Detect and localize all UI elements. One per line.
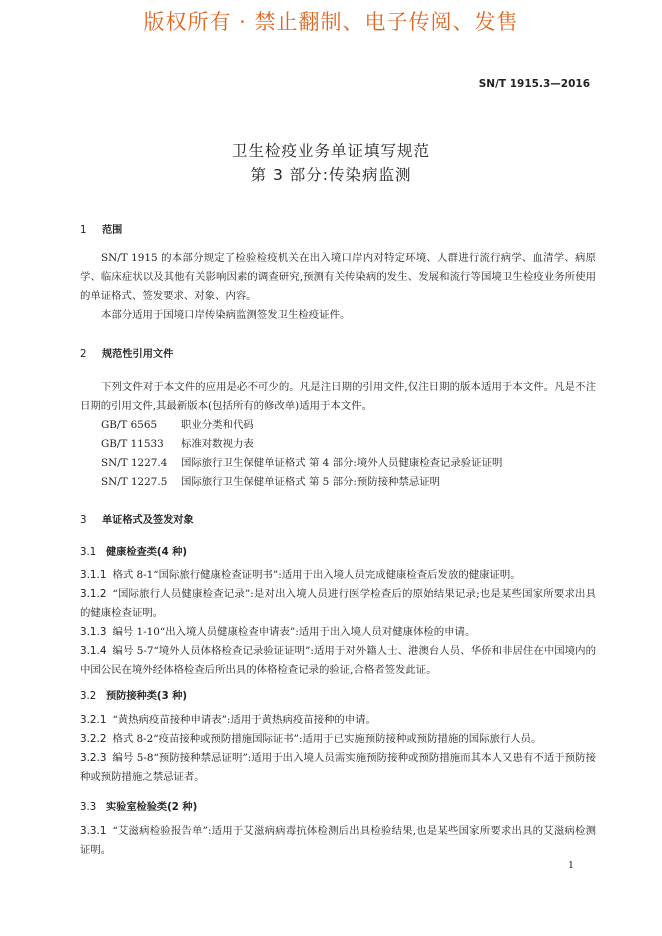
clause: [80, 585, 596, 623]
section-3-heading: [80, 511, 194, 526]
clause-text: “艾滋病检验报告单”:适用于艾滋病病毒抗体检测后出具检验结果,也是某些国家所要求出具的艾滋病检测证明。: [80, 825, 596, 856]
reference-item: [80, 454, 596, 473]
clause: [80, 822, 596, 860]
section-1-heading: [80, 221, 122, 236]
reference-item: [80, 473, 596, 492]
subsection-number: 3.3: [80, 802, 97, 813]
clause-text: 格式 8-2“疫苗接种或预防措施国际证书”:适用于已实施预防接种或预防措施的国际旅行人员。: [112, 733, 542, 745]
subsection-3-2-body: [80, 711, 596, 787]
clause: [80, 730, 596, 749]
section-number: 1: [80, 225, 87, 236]
reference-item: [80, 416, 596, 435]
clause-number: 3.2.1: [80, 714, 107, 726]
subsection-3-2-heading: [80, 687, 187, 702]
subsection-3-3-heading: [80, 798, 197, 813]
section-title: 范围: [102, 225, 123, 236]
clause: [80, 711, 596, 730]
paragraph: 本部分适用于国境口岸传染病监测签发卫生检疫证件。: [101, 309, 351, 321]
clause-number: 3.2.2: [80, 733, 107, 745]
subsection-3-1-heading: [80, 543, 187, 558]
clause-number: 3.1.3: [80, 626, 107, 638]
clause-number: 3.1.1: [80, 569, 107, 581]
subsection-3-3-body: [80, 822, 596, 860]
clause: [80, 566, 596, 585]
reference-title: 职业分类和代码: [181, 419, 254, 431]
clause-number: 3.1.4: [80, 645, 107, 657]
reference-title: 国际旅行卫生保健单证格式 第 5 部分:预防接种禁忌证明: [181, 476, 441, 488]
standard-number: SN/T 1915.3—2016: [478, 78, 590, 90]
section-2-heading: [80, 345, 173, 360]
section-title: 规范性引用文件: [102, 349, 174, 360]
subsection-title: 健康检查类(4 种): [106, 547, 188, 558]
subsection-title: 实验室检验类(2 种): [106, 802, 198, 813]
reference-code: SN/T 1227.4: [101, 457, 168, 469]
reference-code: GB/T 11533: [101, 438, 164, 450]
clause-text: “国际旅行人员健康检查记录”:是对出入境人员进行医学检查后的原始结果记录;也是某些国家所要求出具的健康检查证明。: [80, 588, 596, 619]
document-subtitle: 第 3 部分:传染病监测: [250, 166, 412, 184]
document-title: 卫生检疫业务单证填写规范: [231, 142, 430, 160]
clause-number: 3.3.1: [80, 825, 107, 837]
clause-text: 编号 5-8“预防接种禁忌证明”:适用于出入境人员需实施预防接种或预防措施而其本人又患有不适于预防接种或预防措施之禁忌证者。: [80, 752, 596, 783]
clause-text: 编号 1-10“出入境人员健康检查申请表”:适用于出入境人员对健康体检的申请。: [112, 626, 476, 638]
clause: [80, 623, 596, 642]
reference-title: 标准对数视力表: [181, 438, 254, 450]
copyright-watermark: 版权所有 · 禁止翻制、电子传阅、发售: [143, 10, 519, 34]
reference-code: SN/T 1227.5: [101, 476, 168, 488]
section-1-body: [80, 249, 596, 325]
subsection-3-1-body: [80, 566, 596, 680]
section-2-body: [80, 378, 596, 492]
section-number: 3: [80, 515, 87, 526]
clause: [80, 749, 596, 787]
reference-item: [80, 435, 596, 454]
subsection-title: 预防接种类(3 种): [106, 691, 188, 702]
clause-text: 格式 8-1“国际旅行健康检查证明书”:适用于出入境人员完成健康检查后发放的健康证明。: [112, 569, 521, 581]
clause-text: “黄热病疫苗接种申请表”:适用于黄热病疫苗接种的申请。: [112, 714, 376, 726]
clause: [80, 642, 596, 680]
paragraph: SN/T 1915 的本部分规定了检验检疫机关在出入境口岸内对特定环境、人群进行流行病学、血清学、病原学、临床症状以及其他有关影响因素的调查研究,预测有关传染病的发生、发展和流行等国境卫生检疫业务所使用的单证格式、签发要求、对象、内容。: [80, 252, 596, 302]
subsection-number: 3.2: [80, 691, 97, 702]
clause-number: 3.1.2: [80, 588, 107, 600]
section-title: 单证格式及签发对象: [102, 515, 194, 526]
paragraph: 下列文件对于本文件的应用是必不可少的。凡是注日期的引用文件,仅注日期的版本适用于本文件。凡是不注日期的引用文件,其最新版本(包括所有的修改单)适用于本文件。: [80, 381, 596, 412]
section-number: 2: [80, 349, 87, 360]
page-number: 1: [567, 860, 574, 871]
subsection-number: 3.1: [80, 547, 97, 558]
reference-title: 国际旅行卫生保健单证格式 第 4 部分:境外人员健康检查记录验证证明: [181, 457, 503, 469]
clause-text: 编号 5-7“境外人员体格检查记录验证证明”:适用于对外籍人士、港澳台人员、华侨和非居住在中国境内的中国公民在境外经体格检查后所出具的体格检查记录的验证,合格者签发此证。: [80, 645, 596, 676]
clause-number: 3.2.3: [80, 752, 107, 764]
reference-code: GB/T 6565: [101, 419, 158, 431]
